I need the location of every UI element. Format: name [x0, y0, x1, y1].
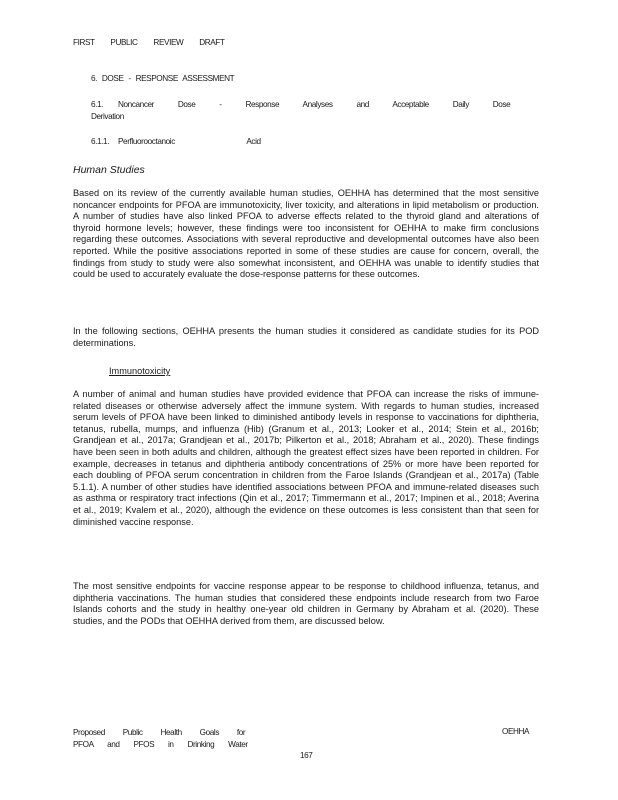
paragraph-sensitive-endpoints: Based on its review of the currently available human studies, OEHHA has determined that the most sensitive noncancer endpoints for PFOA are immunotoxicity, liver toxicity, and alterations in lipid metabolism or production. A number of studies have also linked PFOA to adverse effects related to the thyroid gland and alterations of thyroid hormone levels; however, these findings were too inconsistent for OEHHA to make firm conclusions regarding these outcomes. Associations with several reproductive and developmental outcomes have also been reported. While the positive associations reported in some of these studies are cause for concern, overall, the findings from study to study were also somewhat inconsistent, and OEHHA was unable to identify studies that could be used to accurately evaluate the dose-response patterns for these outcomes.: [73, 188, 539, 280]
footer-title-line-1: Proposed Public Health Goals for: [73, 728, 246, 737]
draft-header: FIRST PUBLIC REVIEW DRAFT: [73, 38, 225, 47]
footer-title-line-2: PFOA and PFOS in Drinking Water: [73, 740, 248, 749]
human-studies-heading: Human Studies: [73, 164, 145, 176]
footer-document-title: [73, 727, 248, 751]
page-number: 167: [300, 751, 313, 760]
paragraph-immunotoxicity-evidence: A number of animal and human studies have provided evidence that PFOA can increase the risks of immune-related diseases or otherwise adversely affect the immune system. With regards to human studies, increased serum levels of PFOA have been linked to diminished antibody levels in response to vaccinations for diphtheria, tetanus, rubella, mumps, and influenza (Hib) (Granum et al., 2013; Looker et al., 2014; Stein et al., 2016b; Grandjean et al., 2017a; Grandjean et al., 2017b; Pilkerton et al., 2018; Abraham et al., 2020). These findings have been seen in both adults and children, although the greatest effect sizes have been reported in children. For example, decreases in tetanus and diphtheria antibody concentrations of 25% or more have been reported for each doubling of PFOA serum concentration in children from the Faroe Islands (Grandjean et al., 2017a) (Table 5.1.1). A number of other studies have identified associations between PFOA and immune-related diseases such as asthma or respiratory tract infections (Qin et al., 2017; Timmermann et al., 2017; Impinen et al., 2018; Averina et al., 2019; Kvalem et al., 2020), although the evidence on these outcomes is less consistent than that seen for diminished vaccine response.: [73, 389, 539, 527]
paragraph-vaccine-response: The most sensitive endpoints for vaccine response appear to be response to childhood influenza, tetanus, and diphtheria vaccinations. The human studies that considered these endpoints include research from two Faroe Islands cohorts and the study in healthy one-year old children in Germany by Abraham et al. (2020). These studies, and the PODs that OEHHA derived from them, are discussed below.: [73, 581, 539, 626]
subsubsection-title: Perfluorooctanoic Acid: [118, 137, 261, 146]
immunotoxicity-heading: Immunotoxicity: [109, 366, 171, 376]
footer-agency: OEHHA: [502, 727, 530, 736]
section-heading: 6. DOSE - RESPONSE ASSESSMENT: [91, 74, 235, 83]
subsubsection-heading: [91, 137, 261, 146]
subsection-heading: [91, 99, 511, 123]
subsubsection-number: 6.1.1.: [91, 137, 110, 146]
paragraph-following-sections: In the following sections, OEHHA presents the human studies it considered as candidate studies for its POD determinations.: [73, 326, 539, 348]
subsection-title: Noncancer Dose - Response Analyses and Acceptable Daily Dose Derivation: [91, 100, 511, 121]
subsection-number: 6.1.: [91, 100, 104, 109]
